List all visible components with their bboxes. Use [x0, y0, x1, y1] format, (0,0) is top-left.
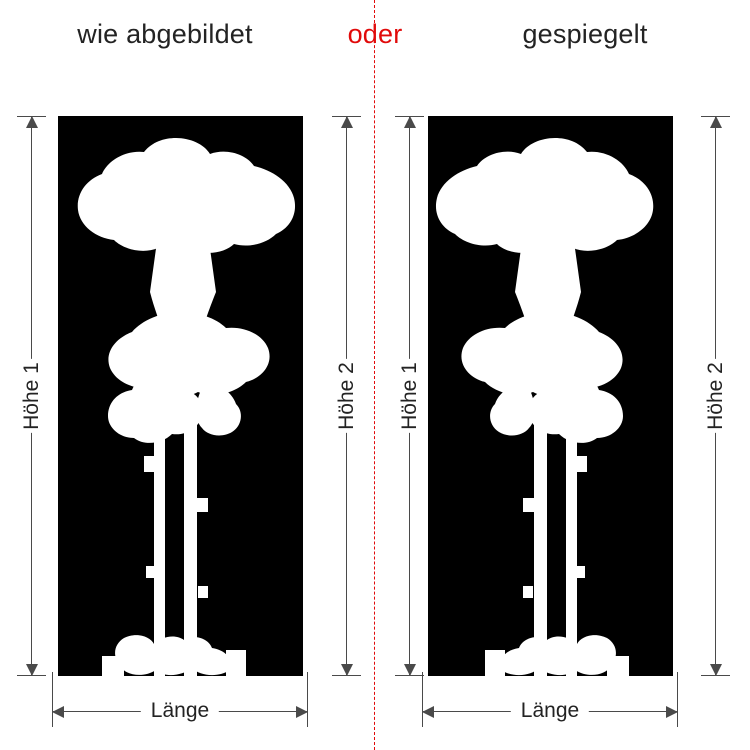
panel-mirrored	[376, 0, 750, 750]
header-label-mirrored: gespiegelt	[522, 18, 648, 49]
vertical-dashed-divider	[374, 0, 375, 750]
dimension-laenge-right	[422, 692, 678, 732]
dimension-cap-right	[677, 672, 678, 727]
flower-image-mirrored	[428, 116, 673, 676]
flower-image-as-shown	[58, 116, 303, 676]
arrowhead-down-icon	[26, 664, 38, 676]
dimension-hoehe-1-left	[12, 116, 52, 676]
arrowhead-down-icon	[404, 664, 416, 676]
dimension-cap-right	[307, 672, 308, 727]
dimension-cap-left	[422, 672, 423, 727]
arrowhead-left-icon	[422, 706, 434, 718]
dimension-label-hoehe-1: Höhe 1	[392, 359, 428, 433]
arrowhead-up-icon	[404, 116, 416, 128]
arrowhead-up-icon	[710, 116, 722, 128]
header-label-as-shown: wie abgebildet	[77, 18, 253, 49]
arrowhead-down-icon	[341, 664, 353, 676]
dimension-cap-left	[52, 672, 53, 727]
dimension-label-hoehe-2: Höhe 2	[698, 359, 734, 433]
dimension-hoehe-2-right	[696, 116, 736, 676]
panel-as-shown	[0, 0, 374, 750]
arrowhead-right-icon	[666, 706, 678, 718]
dimension-label-laenge: Länge	[511, 699, 589, 723]
dimension-hoehe-2-left	[327, 116, 367, 676]
dimension-laenge-left	[52, 692, 308, 732]
arrowhead-left-icon	[52, 706, 64, 718]
dimension-label-hoehe-2: Höhe 2	[329, 359, 365, 433]
arrowhead-right-icon	[296, 706, 308, 718]
header-label-or: oder	[347, 18, 403, 49]
dimension-hoehe-1-right	[390, 116, 430, 676]
arrowhead-up-icon	[341, 116, 353, 128]
dimension-label-hoehe-1: Höhe 1	[14, 359, 50, 433]
arrowhead-up-icon	[26, 116, 38, 128]
arrowhead-down-icon	[710, 664, 722, 676]
dimension-label-laenge: Länge	[141, 699, 219, 723]
